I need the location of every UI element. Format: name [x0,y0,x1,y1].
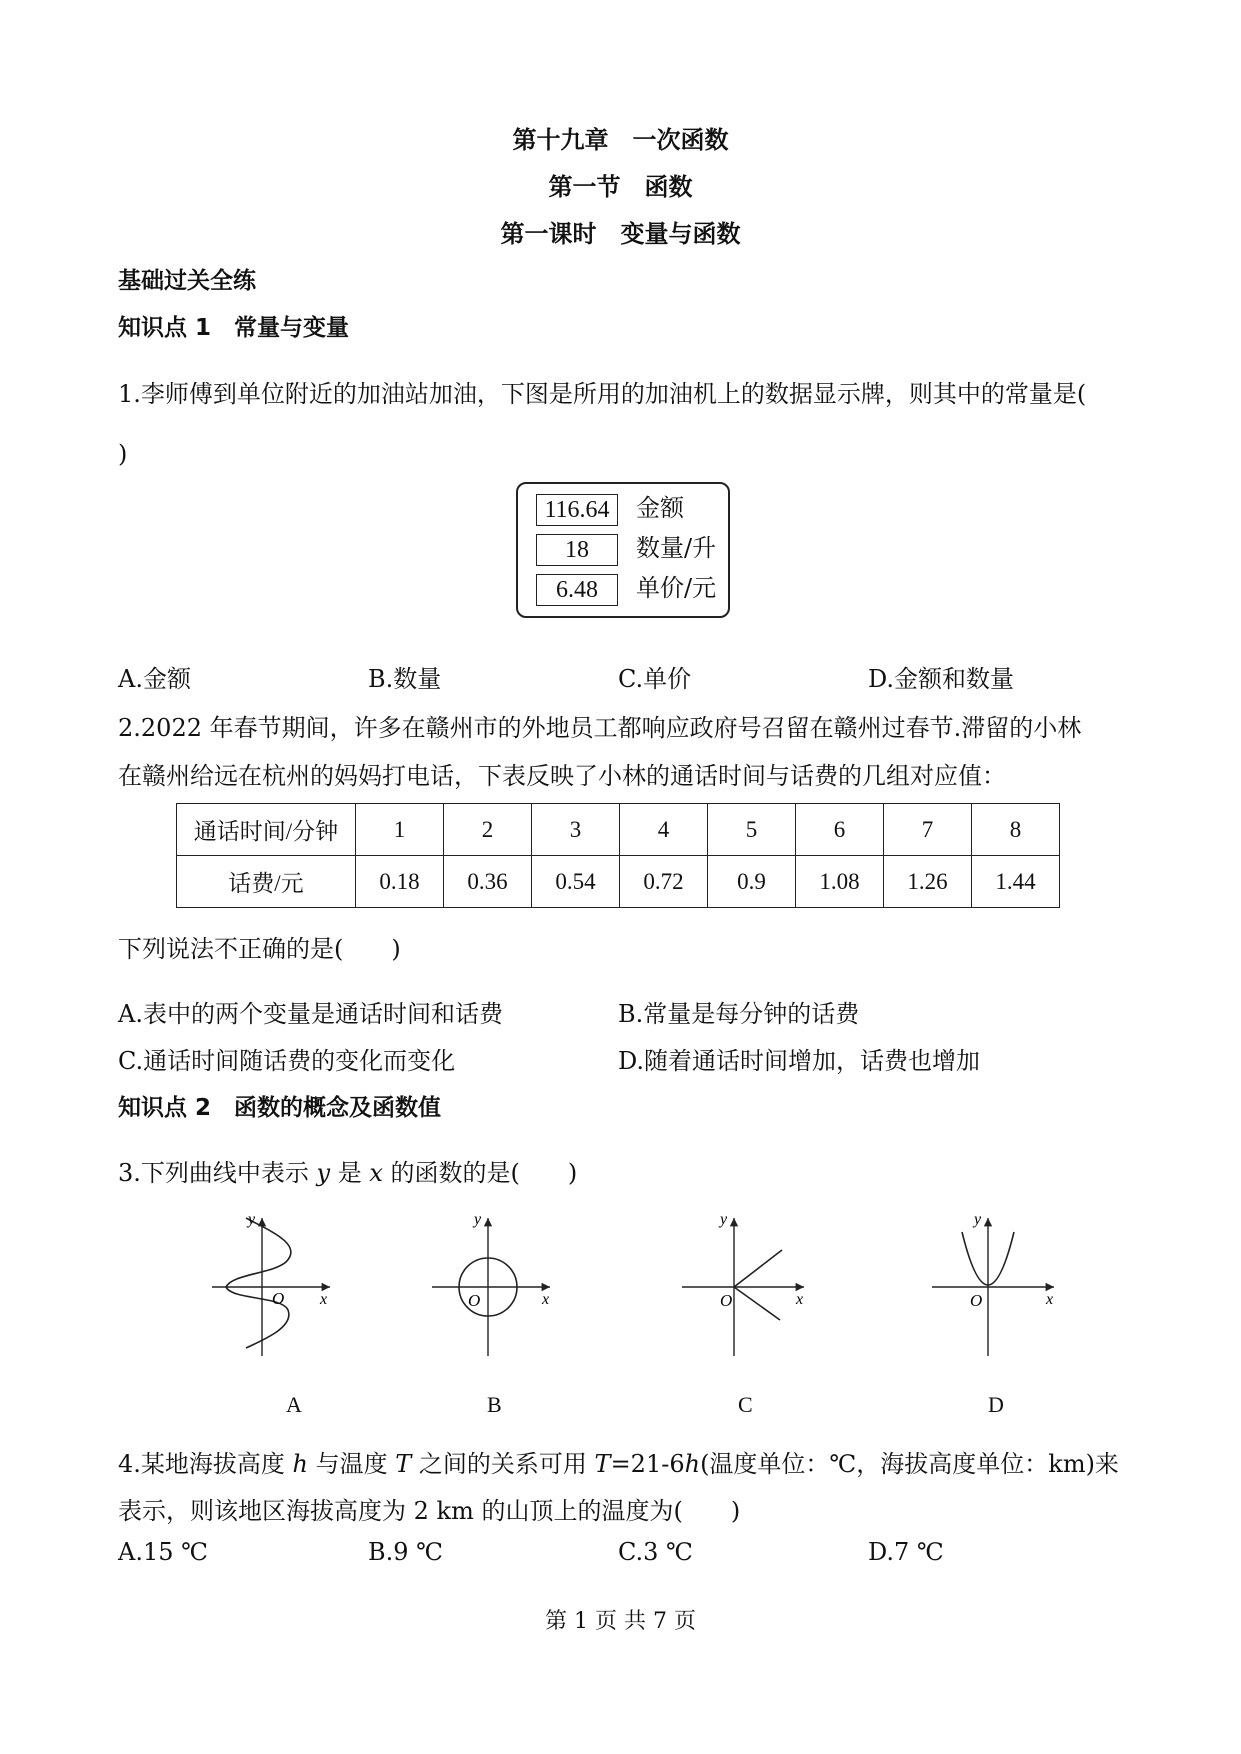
q2-option-d: D.随着通话时间增加，话费也增加 [618,1047,981,1075]
origin-label: O [970,1291,983,1310]
pump-value: 18 [536,534,618,566]
axis-y-label: y [248,1211,256,1228]
q1-option-a: A.金额 [118,665,191,693]
knowledge-point-2: 知识点 2 函数的概念及函数值 [118,1095,442,1121]
table-cell: 0.9 [708,856,796,908]
graph-b [432,1210,572,1356]
graph-c [682,1210,822,1356]
table-cell: 4 [620,804,708,856]
q2-option-c: C.通话时间随话费的变化而变化 [118,1047,456,1075]
graph-label-c: C [738,1392,753,1417]
pump-label: 数量/升 [636,534,717,562]
q4-stem-line1: 4.某地海拔高度 h 与温度 T 之间的关系可用 T=21-6h(温度单位：℃，海拔高度单位：km)来 [118,1450,1119,1478]
call-fee-table [176,803,1060,908]
q2-stem-line2: 在赣州给远在杭州的妈妈打电话，下表反映了小林的通话时间与话费的几组对应值： [118,762,1006,790]
table-cell: 1.26 [884,856,972,908]
axis-x-label: x [542,1291,550,1308]
table-cell: 1.08 [796,856,884,908]
q1-option-b: B.数量 [368,665,442,693]
var-y: y [316,1159,331,1187]
axis-x-label: x [320,1291,328,1308]
origin-label: O [468,1291,481,1310]
q1-stem: 1.李师傅到单位附近的加油站加油，下图是所用的加油机上的数据显示牌，则其中的常量是( [118,380,1087,408]
graph-label-b: B [487,1392,502,1417]
table-cell: 0.54 [532,856,620,908]
table-cell: 3 [532,804,620,856]
table-cell: 0.72 [620,856,708,908]
axis-y-label: y [720,1211,728,1228]
axis-y-label: y [474,1211,482,1228]
practice-heading: 基础过关全练 [118,268,256,294]
table-cell: 1 [356,804,444,856]
pump-value: 6.48 [536,574,618,606]
knowledge-point-1: 知识点 1 常量与变量 [118,315,350,341]
var-x: x [369,1159,383,1187]
table-cell: 1.44 [972,856,1060,908]
table-row [177,804,1060,856]
axis-x-label: x [796,1291,804,1308]
q2-question: 下列说法不正确的是( ) [118,935,401,963]
graph-label-d: D [988,1392,1004,1417]
q1-option-d: D.金额和数量 [868,665,1015,693]
graph-d [932,1210,1072,1356]
q2-stem-line1: 2.2022 年春节期间，许多在赣州市的外地员工都响应政府号召留在赣州过春节.滞留的小林 [118,714,1082,742]
origin-label: O [272,1289,285,1308]
origin-label: O [720,1291,733,1310]
q1-stem-close: ) [118,440,128,468]
page-footer: 第 1 页 共 7 页 [545,1609,696,1634]
lesson-title: 第一课时 变量与函数 [500,220,741,248]
table-cell: 2 [444,804,532,856]
graph-label-a: A [286,1392,302,1417]
table-row [177,856,1060,908]
axis-x-label: x [1046,1291,1054,1308]
q2-option-a: A.表中的两个变量是通话时间和话费 [118,1000,503,1028]
chapter-title: 第十九章 一次函数 [512,126,729,154]
table-cell: 0.36 [444,856,532,908]
fuel-pump-display [516,482,730,618]
q4-option-c: C.3 ℃ [618,1538,693,1566]
q1-option-c: C.单价 [618,665,692,693]
pump-label: 单价/元 [636,574,717,602]
table-cell: 5 [708,804,796,856]
q4-stem-line2: 表示，则该地区海拔高度为 2 km 的山顶上的温度为( ) [118,1497,741,1525]
q4-option-b: B.9 ℃ [368,1538,444,1566]
table-cell: 6 [796,804,884,856]
table-header-cell: 话费/元 [177,856,356,908]
table-header-cell: 通话时间/分钟 [177,804,356,856]
axis-y-label: y [974,1211,982,1228]
q4-option-d: D.7 ℃ [868,1538,944,1566]
q4-option-a: A.15 ℃ [118,1538,208,1566]
section-title: 第一节 函数 [548,173,693,201]
q2-option-b: B.常量是每分钟的话费 [618,1000,860,1028]
graph-a [212,1210,352,1356]
q3-stem: 3.下列曲线中表示 y 是 x 的函数的是( ) [118,1159,578,1187]
table-cell: 0.18 [356,856,444,908]
pump-value: 116.64 [536,494,618,526]
pump-label: 金额 [636,494,684,522]
table-cell: 7 [884,804,972,856]
table-cell: 8 [972,804,1060,856]
